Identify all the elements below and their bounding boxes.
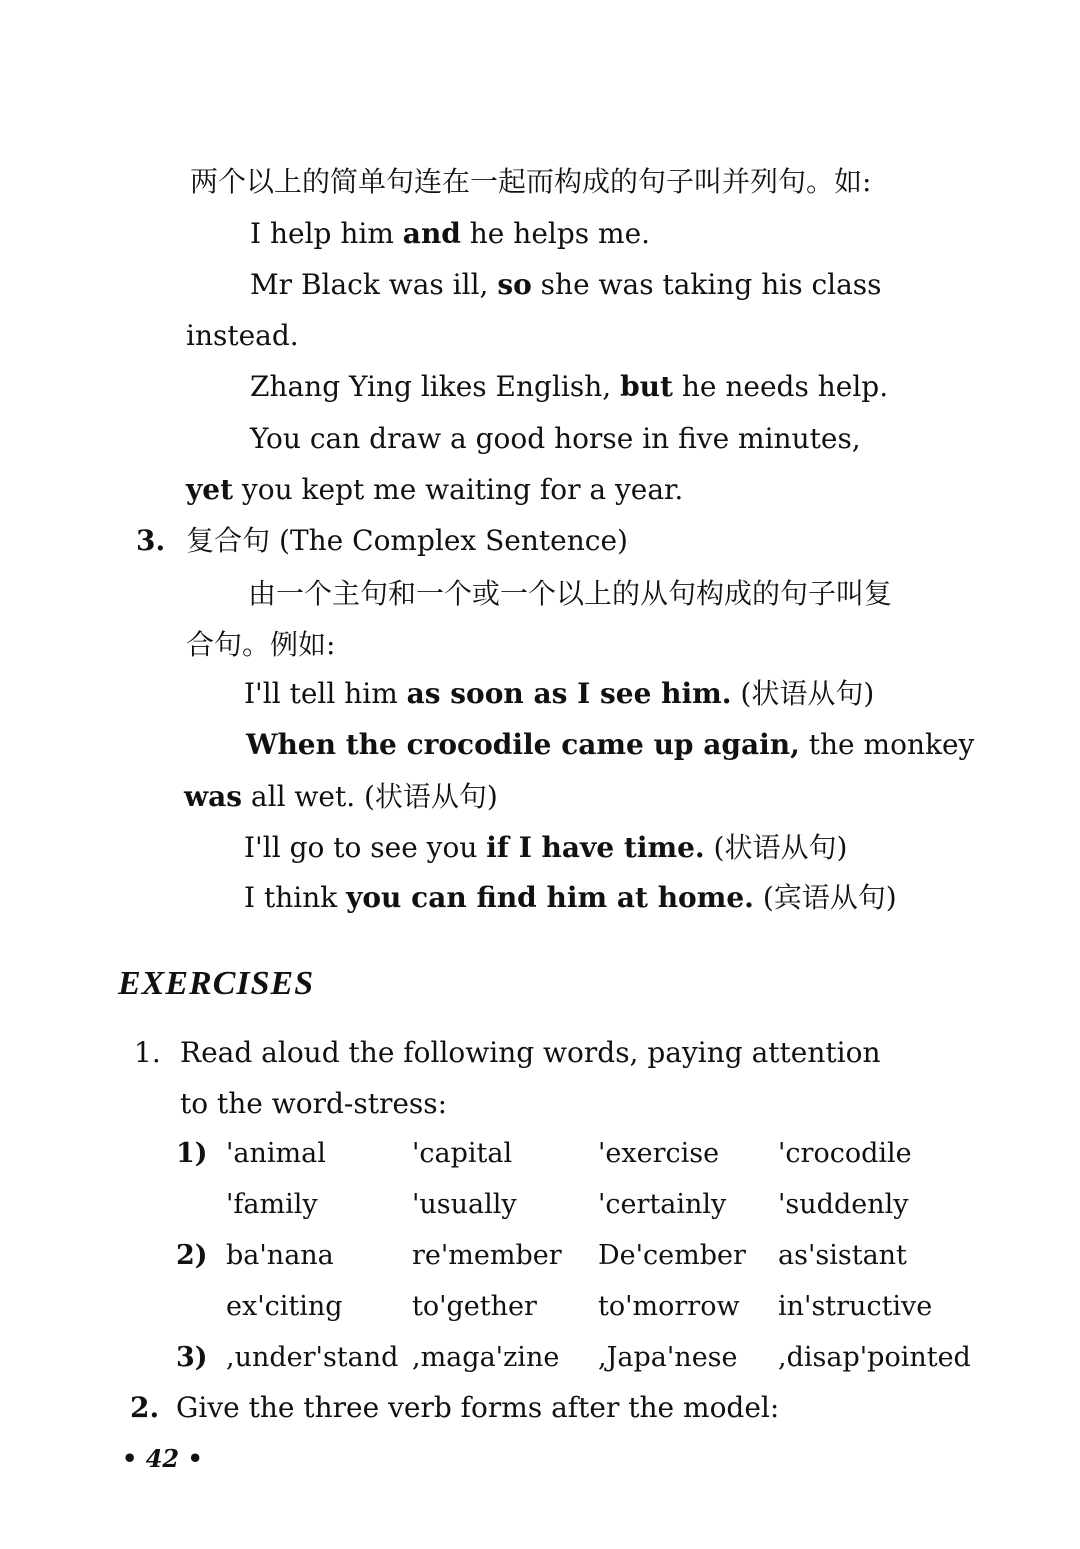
exercise-1-text-line2: to the word-stress: [180,1087,448,1120]
page-number: • 42 • [122,1444,203,1473]
complex-definition-line2: 合句。例如: [186,628,336,661]
complex-example-4: I think you can find him at home. (宾语从句) [244,881,897,914]
complex-example-2-cont: was all wet. (状语从句) [184,780,498,813]
word: 'certainly [598,1189,727,1220]
exercise-2-text: Give the three verb forms after the model: [176,1391,780,1424]
word: De'cember [598,1240,746,1271]
compound-example-4-cont: yet you kept me waiting for a year. [186,473,684,506]
word: to'morrow [598,1291,740,1322]
word: 'exercise [598,1138,720,1169]
word: 'suddenly [778,1189,909,1220]
word: re'member [412,1240,562,1271]
word: ,Japa'nese [598,1342,738,1373]
word: ,maga'zine [412,1342,560,1373]
complex-example-3: I'll go to see you if I have time. (状语从句) [244,831,848,864]
exercise-1-number: 1. [134,1036,161,1069]
word: 'crocodile [778,1138,912,1169]
word: in'structive [778,1291,933,1322]
exercises-heading: EXERCISES [118,965,315,1002]
word: as'sistant [778,1240,907,1271]
complex-definition-line1: 由一个主句和一个或一个以上的从句构成的句子叫复 [248,577,893,610]
exercise-1-text-line1: Read aloud the following words, paying attention [180,1036,881,1069]
compound-example-3: Zhang Ying likes English, but he needs help. [250,370,889,403]
compound-example-1: I help him and he helps me. [250,217,651,250]
word: 'usually [412,1189,517,1220]
compound-definition: 两个以上的简单句连在一起而构成的句子叫并列句。如: [190,165,872,198]
word: 'animal [226,1138,326,1169]
book-page: 两个以上的简单句连在一起而构成的句子叫并列句。如: I help him and he helps me. Mr Black was ill, so she was taking his class instead. Zhang Ying likes English, but he needs help. You can draw a good horse in five minutes, yet you kept me waiting for a year. 3. 复合句 (The Complex Sentence) 由一个主句和一个或一个以上的从句构成的句子叫复 合句。例如: I'll tell him as soon as I see him. (状语从句) When the crocodile came up again, the monkey was all wet. (状语从句) I'll go to see you if I have time. (状语从句) I think you can find him at home. (宾语从句) EXERCISES 1. Read aloud the following words, paying attention to the word-stress: 1) 'animal 'capital 'exercise 'crocodile 'family 'usually 'certainly 'suddenly 2) ba'nana re'member De'cember as'sistant ex'citing to'gether to'morrow in'structive 3) ,under'stand ,maga'zine ,Japa'nese ,disap'pointed 2. Give the three verb forms after the model: • 42 • [0,0,1080,1549]
word: 'family [226,1189,318,1220]
word: to'gether [412,1291,537,1322]
word: 'capital [412,1138,513,1169]
complex-example-1: I'll tell him as soon as I see him. (状语从句) [244,677,875,710]
compound-example-2: Mr Black was ill, so she was taking his class [250,268,882,301]
word: ,disap'pointed [778,1342,971,1373]
word: ba'nana [226,1240,334,1271]
word: ,under'stand [226,1342,399,1373]
word: ex'citing [226,1291,343,1322]
compound-example-2-cont: instead. [186,319,299,352]
compound-example-4: You can draw a good horse in five minutes, [250,422,861,455]
complex-example-2: When the crocodile came up again, the monkey [246,728,975,761]
complex-section-title: 3. 复合句 (The Complex Sentence) [136,524,628,557]
exercise-2-number: 2. [130,1391,160,1424]
